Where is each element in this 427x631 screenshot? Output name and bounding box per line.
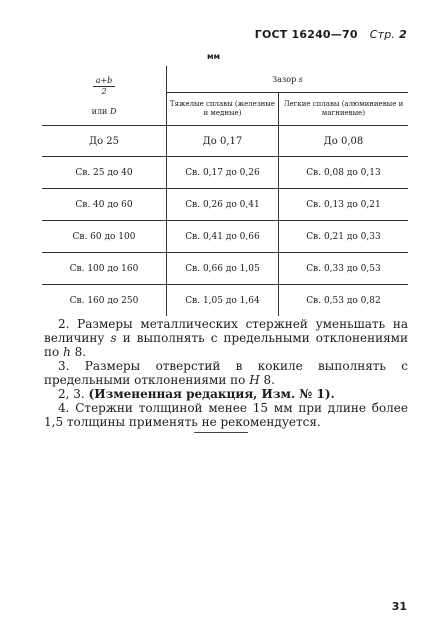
footer-page-number: 31: [391, 600, 407, 613]
table-header-row: [42, 66, 408, 93]
paragraph-2: [44, 317, 408, 359]
revision-note: (Измененная редакция, Изм. № 1).: [88, 387, 335, 401]
p3-symbol-h: H: [249, 373, 260, 387]
table-row: [42, 253, 408, 285]
p3-text-c: 8.: [263, 373, 275, 387]
table-cell: Св. 0,21 до 0,33: [278, 221, 408, 253]
diameter-header: [42, 66, 167, 126]
alt-prefix: или: [91, 106, 108, 116]
table-cell: Св. 40 до 60: [42, 189, 167, 221]
paragraph-4: 4. Стержни толщиной менее 15 мм при длине более 1,5 толщины применять не рекомендуется.: [44, 401, 408, 429]
fraction: [93, 76, 116, 97]
p2-symbol-s: s: [110, 331, 117, 345]
table-cell: Св. 0,26 до 0,41: [167, 189, 279, 221]
table-cell: Св. 0,17 до 0,26: [167, 157, 279, 189]
paragraph-revision: [44, 387, 408, 401]
table-cell: Св. 25 до 40: [42, 157, 167, 189]
p3-text-a: 3. Размеры отверстий в кокиле выполнять с предельными отклонениями по: [44, 359, 408, 387]
body-text: [44, 317, 408, 429]
fraction-numerator: a+b: [93, 76, 116, 87]
revision-items: 2, 3.: [58, 387, 85, 401]
table-row: [42, 285, 408, 317]
table-cell: Св. 100 до 160: [42, 253, 167, 285]
table-cell: До 25: [42, 126, 167, 157]
table-cell: Св. 0,13 до 0,21: [278, 189, 408, 221]
table-cell: Св. 0,53 до 0,82: [306, 295, 381, 306]
table-cell: Св. 0,33 до 0,53: [278, 253, 408, 285]
fraction-denominator: 2: [101, 86, 107, 96]
table-cell: Св. 60 до 100: [42, 221, 167, 253]
table-cell: Св. 0,41 до 0,66: [167, 221, 279, 253]
gap-symbol: s: [298, 74, 303, 84]
alt-label: [42, 107, 166, 116]
table-cell: До 0,17: [167, 126, 279, 157]
end-rule: [194, 432, 248, 433]
table-cell: До 0,08: [278, 126, 408, 157]
table-row: [42, 189, 408, 221]
table-cell: Св. 160 до 250: [42, 285, 167, 317]
gap-header: [167, 66, 409, 93]
unit-label: мм: [206, 52, 221, 61]
heavy-alloys-header: Тяжелые сплавы (железные и медные): [167, 93, 279, 126]
table-row: [42, 221, 408, 253]
table-cell: Св. 0,66 до 1,05: [167, 253, 279, 285]
light-alloys-header: Легкие сплавы (алюминиевые и магниевые): [278, 93, 408, 126]
p2-text-b: и выполнять с предельными отклонениями по: [44, 331, 408, 359]
page-number: 2: [399, 28, 407, 41]
p2-text-a: 2. Размеры металлических стержней уменьшать на величину: [44, 317, 408, 345]
table-row: [42, 126, 408, 157]
standard-number: ГОСТ 16240—70: [254, 28, 358, 41]
paragraph-3: [44, 359, 408, 387]
gap-table: [42, 66, 408, 316]
page-label: Стр.: [369, 28, 396, 41]
table-cell: Св. 1,05 до 1,64: [167, 285, 279, 317]
table-row: [42, 157, 408, 189]
alt-symbol: D: [109, 106, 117, 116]
gap-label: Зазор: [272, 74, 297, 84]
p2-text-c: 8.: [74, 345, 87, 359]
page-header: [255, 28, 407, 41]
table-cell: Св. 0,08 до 0,13: [278, 157, 408, 189]
p2-symbol-h: h: [63, 345, 71, 359]
